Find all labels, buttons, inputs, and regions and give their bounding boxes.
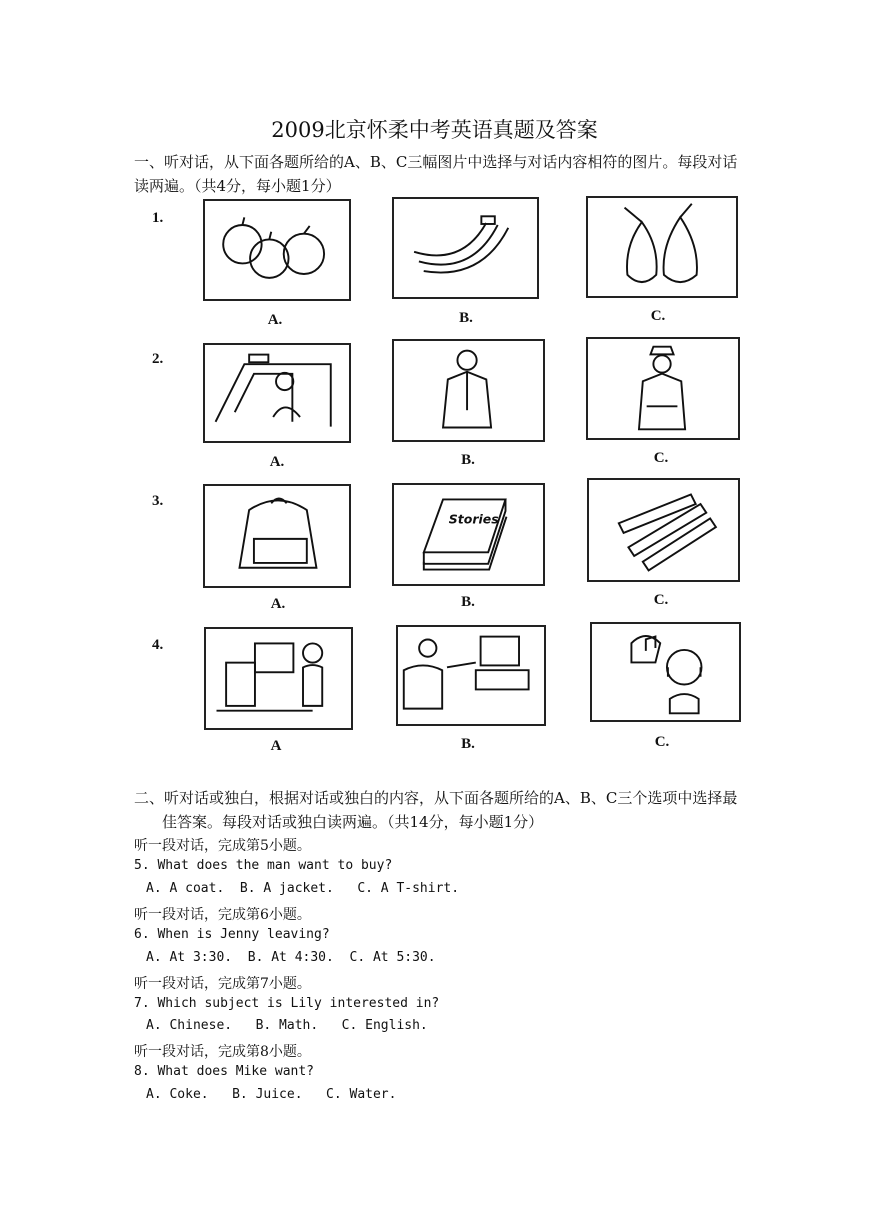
answer-options: A. A coat. B. A jacket. C. A T-shirt. xyxy=(146,881,460,896)
answer-options: A. Coke. B. Juice. C. Water. xyxy=(146,1087,397,1102)
option-label: A. xyxy=(270,596,286,612)
section2-instruction-line2: 佳答案。每段对话或独白读两遍。（共14分，每小题1分） xyxy=(162,813,544,831)
man-in-suit-icon[interactable] xyxy=(392,339,545,442)
question-text: 8. What does Mike want? xyxy=(134,1064,315,1079)
computer-user-icon[interactable] xyxy=(204,627,353,730)
bananas-icon[interactable] xyxy=(392,197,539,299)
option-label: A xyxy=(270,738,282,754)
apples-icon[interactable] xyxy=(203,199,351,301)
listening-lead: 听一段对话，完成第7小题。 xyxy=(134,976,311,992)
option-label: B. xyxy=(461,594,475,610)
answer-options: A. At 3:30. B. At 4:30. C. At 5:30. xyxy=(146,950,436,965)
option-label: A. xyxy=(269,454,285,470)
question-text: 7. Which subject is Lily interested in? xyxy=(134,996,440,1011)
section2-instruction-line1: 二、听对话或独白，根据对话或独白的内容，从下面各题所给的A、B、C三个选项中选择最 xyxy=(134,789,738,807)
question-number: 4. xyxy=(152,637,164,653)
question-number: 1. xyxy=(152,210,164,226)
pencils-icon[interactable] xyxy=(587,478,740,582)
pears-icon[interactable] xyxy=(586,196,738,298)
option-label: B. xyxy=(461,452,475,468)
section2-instruction xyxy=(134,786,754,834)
question-text: 5. What does the man want to buy? xyxy=(134,858,393,873)
page-title: 2009北京怀柔中考英语真题及答案 xyxy=(271,118,598,142)
taxi-driver-icon[interactable] xyxy=(203,343,351,443)
listening-lead: 听一段对话，完成第8小题。 xyxy=(134,1044,311,1060)
option-label: C. xyxy=(650,308,666,324)
listening-lead: 听一段对话，完成第6小题。 xyxy=(134,907,311,923)
section1-instruction: 一、听对话，从下面各题所给的A、B、C三幅图片中选择与对话内容相符的图片。每段对话读两遍。（共4分，每小题1分） xyxy=(134,153,738,195)
question-number: 2. xyxy=(152,351,164,367)
option-label: C. xyxy=(654,734,670,750)
option-label: C. xyxy=(653,450,669,466)
policeman-icon[interactable] xyxy=(586,337,740,440)
option-label: C. xyxy=(653,592,669,608)
option-label: A. xyxy=(267,312,283,328)
listening-lead: 听一段对话，完成第5小题。 xyxy=(134,838,311,854)
question-text: 6. When is Jenny leaving? xyxy=(134,927,330,942)
option-label: B. xyxy=(461,736,475,752)
backpack-icon[interactable] xyxy=(203,484,351,588)
answer-options: A. Chinese. B. Math. C. English. xyxy=(146,1018,428,1033)
book-title-text: Stories xyxy=(448,511,499,527)
music-listener-icon[interactable] xyxy=(590,622,741,722)
question-number: 3. xyxy=(152,493,164,509)
storybooks-icon[interactable] xyxy=(392,483,545,586)
tv-watcher-icon[interactable] xyxy=(396,625,546,726)
option-label: B. xyxy=(459,310,473,326)
